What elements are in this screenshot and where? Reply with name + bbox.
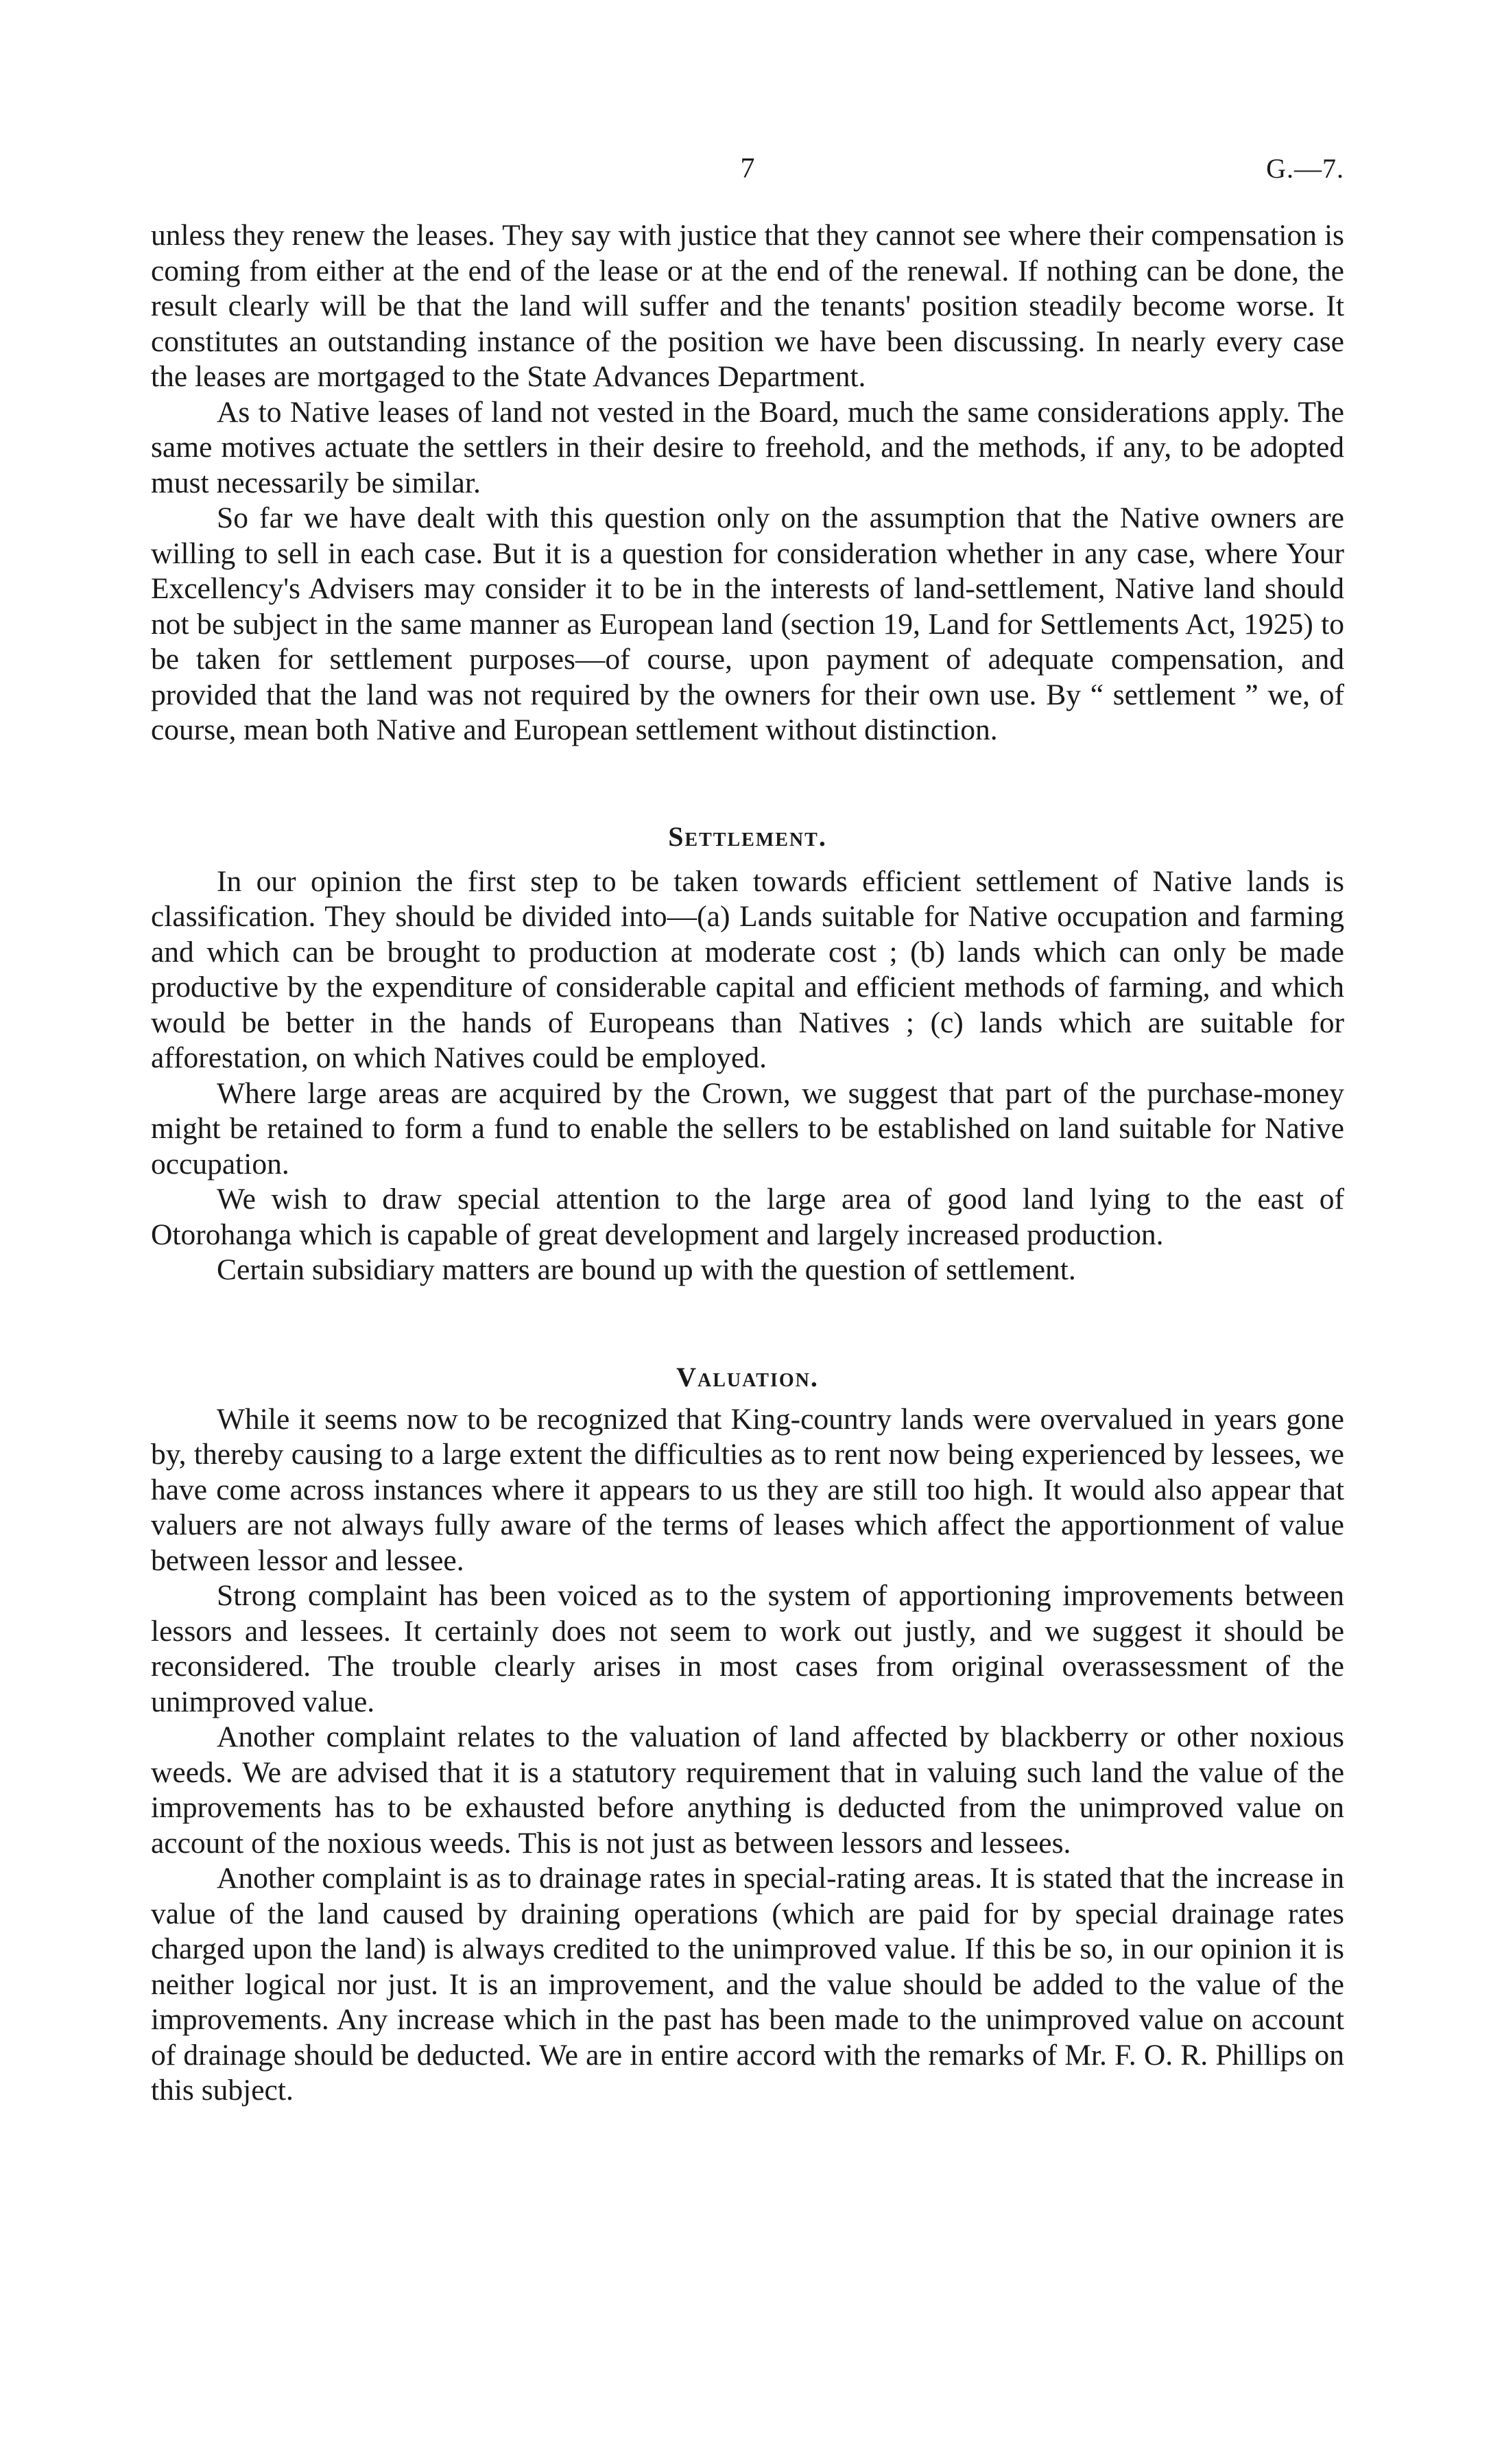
section-heading-settlement: Settlement. xyxy=(668,820,827,852)
section-heading-valuation: Valuation. xyxy=(676,1361,819,1393)
paragraph-lease-renewal: unless they renew the leases. They say with justice that they cannot see where their compensation is coming from either at the end of the lease or at the end of the renewal. If nothing can be done, the result clearly will be that the land will suffer and the tenants' position steadily become worse. It constitutes an outstanding instance of the position we have been discussing. In nearly every case the leases are mortgaged to the State Advances Department. xyxy=(151,219,1344,393)
paragraph-drainage-rates: Another complaint is as to drainage rates in special-rating areas. It is stated that the increase in value of the land caused by draining operations (which are paid for by special drainage rates charged upon the land) is always credited to the unimproved value. If this be so, in our opinion it is neither logical nor just. It is an improvement, and the value should be added to the value of the improvements. Any increase which in the past has been made to the unimproved value on account of drainage should be deducted. We are in entire accord with the remarks of Mr. F. O. R. Phillips on this subject. xyxy=(151,1862,1344,2107)
paragraph-subsidiary-matters: Certain subsidiary matters are bound up with the question of settlement. xyxy=(217,1253,1076,1286)
page-header xyxy=(151,152,1344,193)
paragraph-classification: In our opinion the first step to be taken towards efficient settlement of Native lands is classification. They should be divided into—(a) Lands suitable for Native occupation and farming and which can be brought to production at moderate cost ; (b) lands which can only be made productive by the expenditure of considerable capital and efficient methods of farming, and which would be better in the hands of Europeans than Natives ; (c) lands which are suitable for afforestation, on which Natives could be employed. xyxy=(151,864,1344,1074)
page-number: 7 xyxy=(740,153,755,185)
paragraph-purchase-money: Where large areas are acquired by the Crown, we suggest that part of the purchase-money might be retained to form a fund to enable the sellers to be established on land suitable for Native occupation. xyxy=(151,1076,1344,1181)
document-body xyxy=(151,218,1344,2109)
paragraph-native-owners: So far we have dealt with this question only on the assumption that the Native owners are willing to sell in each case. But it is a question for consideration whether in any case, where Your Excellency's Advisers may consider it to be in the interests of land-settlement, Native land should not be subject in the same manner as European land (section 19, Land for Settlements Act, 1925) to be taken for settlement purposes—of course, upon payment of adequate compensation, and provided that the land was not required by the owners for their own use. By “ settlement ” we, of course, mean both Native and European settlement without distinction. xyxy=(151,501,1344,746)
paragraph-overvaluation: While it seems now to be recognized that King-country lands were overvalued in years gone by, thereby causing to a large extent the difficulties as to rent now being experienced by lessees, we have come across instances where it appears to us they are still too high. It would also appear that valuers are not always fully aware of the terms of leases which affect the apportionment of value between lessor and lessee. xyxy=(151,1402,1344,1577)
paragraph-native-leases: As to Native leases of land not vested in the Board, much the same considerations apply. The same motives actuate the settlers in their desire to freehold, and the methods, if any, to be adopted must necessarily be similar. xyxy=(151,395,1344,499)
paragraph-apportioning-improvements: Strong complaint has been voiced as to the system of apportioning improvements between lessors and lessees. It certainly does not seem to work out justly, and we suggest it should be reconsidered. The trouble clearly arises in most cases from original overassessment of the unimproved value. xyxy=(151,1579,1344,1718)
paragraph-otorohanga: We wish to draw special attention to the large area of good land lying to the east of Otorohanga which is capable of great development and largely increased production. xyxy=(151,1183,1344,1251)
series-reference: G.—7. xyxy=(1266,153,1344,184)
paragraph-noxious-weeds: Another complaint relates to the valuation of land affected by blackberry or other noxious weeds. We are advised that it is a statutory requirement that in valuing such land the value of the improvements has to be exhausted before anything is deducted from the unimproved value on account of the noxious weeds. This is not just as between lessors and lessees. xyxy=(151,1720,1344,1860)
